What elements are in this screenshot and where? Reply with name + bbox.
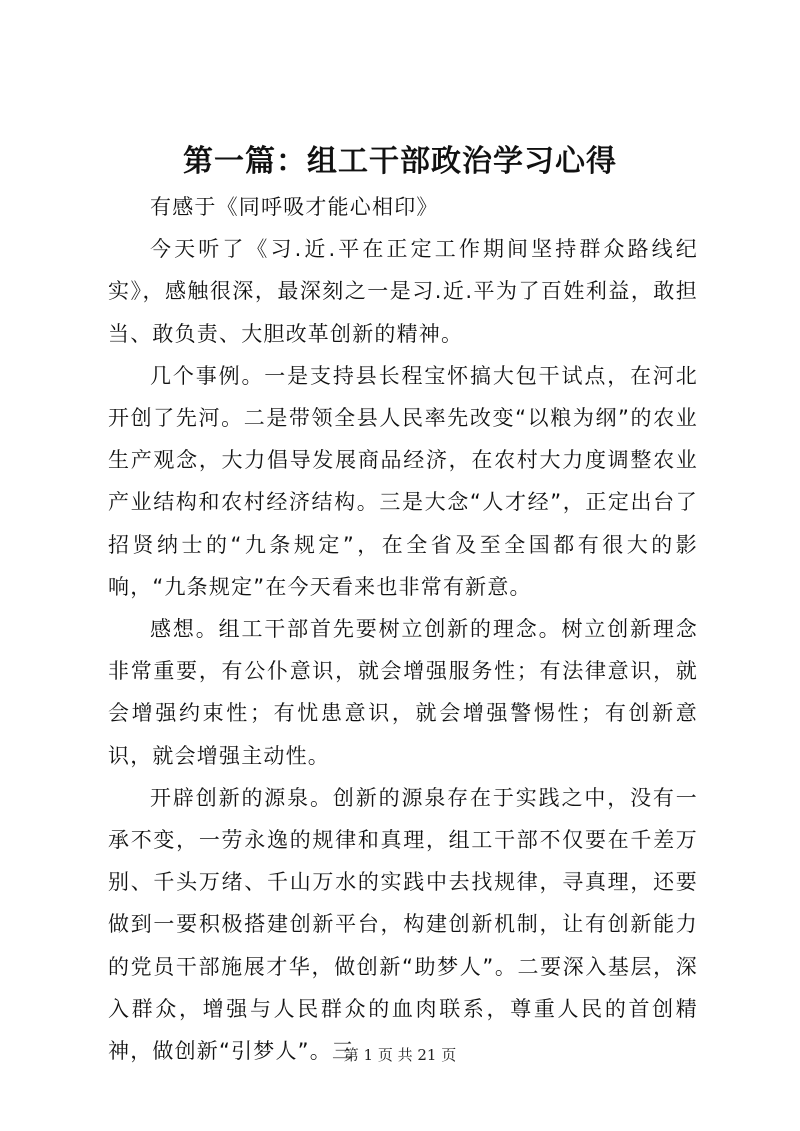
page-footer: 第 1 页 共 21 页: [343, 1046, 457, 1064]
paragraph-examples: 几个事例。一是支持县长程宝怀搞大包干试点，在河北开创了先河。二是带领全县人民率先改变“以粮为纲”的农业生产观念，大力倡导发展商品经济，在农村大力度调整农业产业结构和农村经济结构。三是大念“人才经”，正定出台了招贤纳士的“九条规定”，在全省及至全国都有很大的影响，“九条规定”在今天看来也非常有新意。: [108, 363, 698, 599]
paragraph-subtitle: 有感于《同呼吸才能心相印》: [150, 195, 439, 219]
paragraph-innovation-source: 开辟创新的源泉。创新的源泉存在于实践之中，没有一承不变，一劳永逸的规律和真理，组工干部不仅要在千差万别、千头万绪、千山万水的实践中去找规律，寻真理，还要做到一要积极搭建创新平台，构建创新机制，让有创新能力的党员干部施展才华，做创新“助梦人”。二要深入基层，深入群众，增强与人民群众的血肉联系，尊重人民的首创精神，做创新“引梦人”。三: [108, 785, 698, 1064]
paragraph-reflection: 感想。组工干部首先要树立创新的理念。树立创新理念非常重要，有公仆意识，就会增强服务性；有法律意识，就会增强约束性；有忧患意识，就会增强警惕性；有创新意识，就会增强主动性。: [108, 617, 698, 768]
paragraph-intro: 今天听了《习.近.平在正定工作期间坚持群众路线纪实》，感触很深，最深刻之一是习.近.平为了百姓利益，敢担当、敢负责、大胆改革创新的精神。: [108, 237, 698, 346]
document-title: 第一篇：组工干部政治学习心得: [183, 144, 617, 179]
document-body: [108, 186, 698, 1072]
